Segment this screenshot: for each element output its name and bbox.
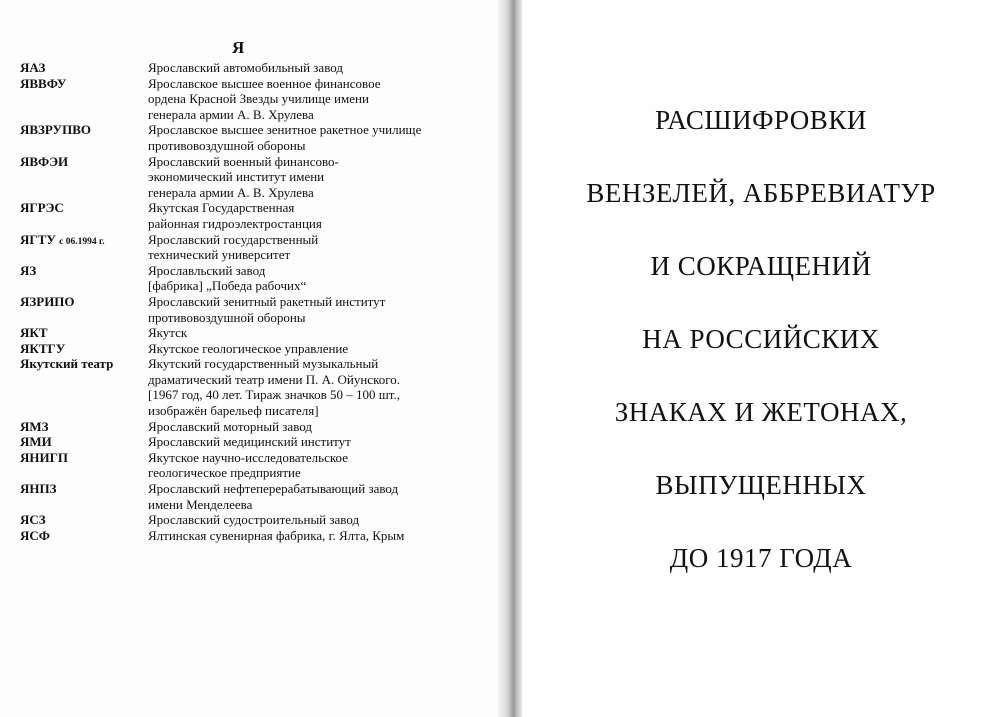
abbreviation-entry <box>20 154 490 201</box>
abbreviation-term <box>20 200 148 231</box>
meaning-line: генерала армии А. В. Хрулева <box>148 106 314 122</box>
abbreviation-meaning <box>148 481 490 512</box>
abbreviation-term <box>20 325 148 341</box>
abbreviation-term <box>20 294 148 325</box>
abbreviation-meaning <box>148 325 490 341</box>
abbreviation-meaning <box>148 60 490 76</box>
meaning-line: Ярославский судостроительный завод <box>148 512 360 528</box>
abbreviation-entry <box>20 294 490 325</box>
abbreviation-entry <box>20 200 490 231</box>
meaning-line: изображён барельеф писателя] <box>148 403 319 419</box>
meaning-line: Ярославский зенитный ракетный институт <box>148 293 386 309</box>
abbreviation-term <box>20 528 148 544</box>
abbreviation-text: ЯЗ <box>20 262 37 278</box>
abbreviation-text: ЯГТУ <box>20 231 56 247</box>
abbreviation-text: ЯСЗ <box>20 512 46 528</box>
abbreviation-entry <box>20 341 490 357</box>
abbreviation-meaning <box>148 512 490 528</box>
abbreviation-text: Якутский театр <box>20 356 114 372</box>
title-line: ВЫПУЩЕННЫХ <box>655 470 867 500</box>
abbreviation-meaning <box>148 434 490 450</box>
abbreviation-term <box>20 512 148 528</box>
abbreviation-term <box>20 232 148 263</box>
abbreviation-text: ЯМИ <box>20 434 52 450</box>
meaning-line: противовоздушной обороны <box>148 137 306 153</box>
meaning-line: Ярославское высшее зенитное ракетное училище <box>148 122 422 138</box>
abbreviation-list <box>20 60 490 543</box>
title-line: НА РОССИЙСКИХ <box>642 324 880 354</box>
meaning-line: Ярославский нефтеперерабатывающий завод <box>148 481 399 497</box>
meaning-line: Ярославское высшее военное финансовое <box>148 75 381 91</box>
meaning-line: [1967 год, 40 лет. Тираж значков 50 – 100 шт., <box>148 387 401 403</box>
meaning-line: генерала армии А. В. Хрулева <box>148 184 314 200</box>
meaning-line: драматический театр имени П. А. Ойунского. <box>148 371 400 387</box>
title-line: ДО 1917 ГОДА <box>669 543 853 573</box>
meaning-line: Якутское научно-исследовательское <box>148 449 348 465</box>
abbreviation-term <box>20 76 148 123</box>
meaning-line: районная гидроэлектростанция <box>148 215 322 231</box>
meaning-line: геологическое предприятие <box>148 465 301 481</box>
meaning-line: Ярославский государственный <box>148 231 319 247</box>
section-letter: Я <box>232 38 245 57</box>
meaning-line: Якутское геологическое управление <box>148 340 349 356</box>
abbreviation-meaning <box>148 263 490 294</box>
meaning-line: Якутский государственный музыкальный <box>148 356 379 372</box>
abbreviation-meaning <box>148 122 490 153</box>
abbreviation-term <box>20 154 148 201</box>
abbreviation-meaning <box>148 528 490 544</box>
meaning-line: Якутск <box>148 325 188 341</box>
abbreviation-meaning <box>148 419 490 435</box>
abbreviation-term <box>20 450 148 481</box>
title-line: ВЕНЗЕЛЕЙ, АББРЕВИАТУР <box>586 178 936 208</box>
meaning-line: Ярославльский завод <box>148 262 266 278</box>
meaning-line: [фабрика] „Победа рабочих“ <box>148 278 307 294</box>
abbreviation-text: ЯКТ <box>20 325 48 341</box>
abbreviation-term <box>20 341 148 357</box>
abbreviation-text: ЯГРЭС <box>20 200 64 216</box>
abbreviation-entry <box>20 122 490 153</box>
meaning-line: технический университет <box>148 247 291 263</box>
abbreviation-meaning <box>148 154 490 201</box>
abbreviation-term <box>20 434 148 450</box>
abbreviation-entry <box>20 419 490 435</box>
abbreviation-text: ЯВФЭИ <box>20 153 69 169</box>
abbreviation-meaning <box>148 294 490 325</box>
abbreviation-entry <box>20 356 490 418</box>
abbreviation-term <box>20 481 148 512</box>
meaning-line: ордена Красной Звезды училище имени <box>148 91 369 107</box>
abbreviation-term <box>20 419 148 435</box>
meaning-line: Ялтинская сувенирная фабрика, г. Ялта, Крым <box>148 527 405 543</box>
meaning-line: Ярославский моторный завод <box>148 418 312 434</box>
abbreviation-meaning <box>148 200 490 231</box>
abbreviation-text: ЯМЗ <box>20 418 49 434</box>
title-line: ЗНАКАХ И ЖЕТОНАХ, <box>614 397 908 427</box>
abbreviation-entry <box>20 450 490 481</box>
abbreviation-entry <box>20 232 490 263</box>
abbreviation-entry <box>20 528 490 544</box>
abbreviation-entry <box>20 325 490 341</box>
abbreviation-note: с 06.1994 г. <box>59 236 105 247</box>
abbreviation-meaning <box>148 450 490 481</box>
meaning-line: Ярославский автомобильный завод <box>148 60 343 75</box>
meaning-line: Ярославский медицинский институт <box>148 434 351 450</box>
abbreviation-meaning <box>148 76 490 123</box>
abbreviation-text: ЯНПЗ <box>20 481 57 497</box>
meaning-line: Якутская Государственная <box>148 200 295 216</box>
abbreviation-text: ЯВВФУ <box>20 75 67 91</box>
meaning-line: экономический институт имени <box>148 169 325 185</box>
meaning-line: имени Менделеева <box>148 496 253 512</box>
section-title <box>522 84 1000 595</box>
abbreviation-text: ЯКТГУ <box>20 340 66 356</box>
abbreviation-text: ЯСФ <box>20 527 50 543</box>
abbreviation-text: ЯАЗ <box>20 60 46 75</box>
abbreviation-text: ЯВЗРУПВО <box>20 122 91 138</box>
abbreviation-term <box>20 60 148 76</box>
book-gutter <box>498 0 524 717</box>
abbreviation-term <box>20 356 148 418</box>
meaning-line: Ярославский военный финансово- <box>148 153 339 169</box>
abbreviation-entry <box>20 76 490 123</box>
title-line: И СОКРАЩЕНИЙ <box>650 251 872 281</box>
abbreviation-term <box>20 263 148 294</box>
abbreviation-text: ЯЗРИПО <box>20 293 75 309</box>
abbreviation-meaning <box>148 356 490 418</box>
abbreviation-term <box>20 122 148 153</box>
abbreviation-meaning <box>148 341 490 357</box>
title-line: РАСШИФРОВКИ <box>655 105 867 135</box>
abbreviation-entry <box>20 60 490 76</box>
abbreviation-entry <box>20 481 490 512</box>
abbreviation-entry <box>20 434 490 450</box>
abbreviation-entry <box>20 263 490 294</box>
abbreviation-meaning <box>148 232 490 263</box>
abbreviation-text: ЯНИГП <box>20 449 68 465</box>
abbreviation-entry <box>20 512 490 528</box>
meaning-line: противовоздушной обороны <box>148 309 306 325</box>
